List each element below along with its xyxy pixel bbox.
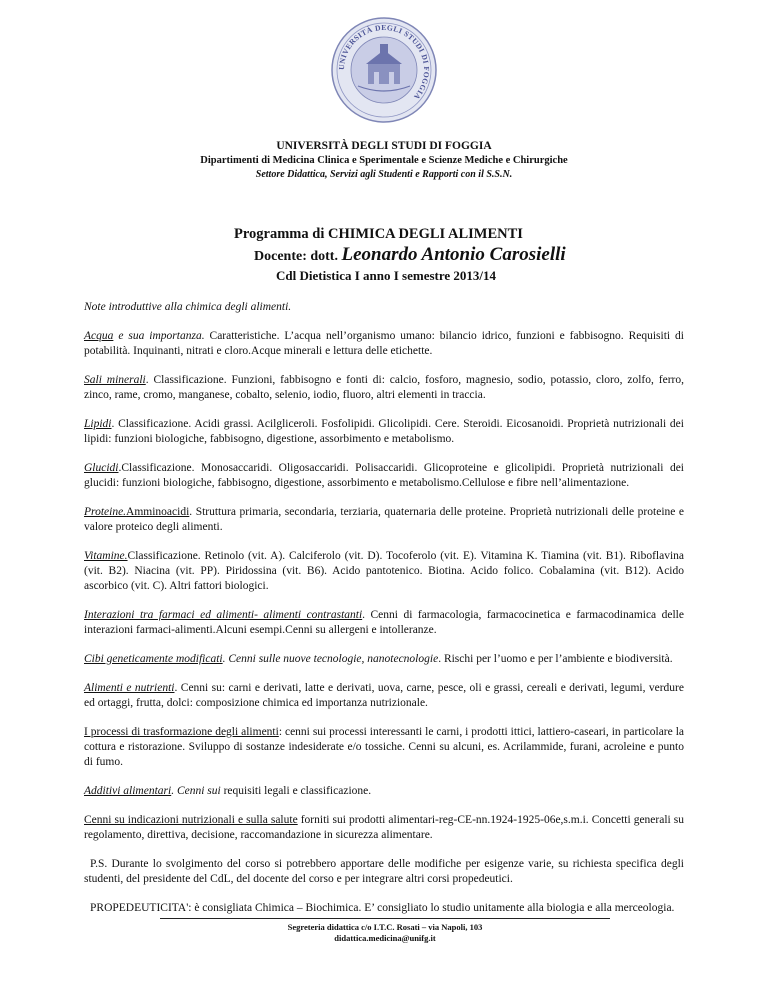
course-line: Cdl Dietistica I anno I semestre 2013/14 [276,268,497,283]
footer [160,918,610,944]
footer-address: Segreteria didattica c/o I.T.C. Rosati – via Napoli, 103 [287,922,483,932]
processi-text: : cenni sui processi interessanti le carni, i prodotti ittici, lattiero-caseari, in particolare la cottura e ristorazione. Sviluppo di sostanze indesiderate e/o tossiche. Cenni su alcuni, es. Acrilammide, furani, acroleine e punto di fumo. [84,725,684,769]
teacher-line [254,244,566,266]
indicazioni-paragraph [84,813,684,843]
office-name: Settore Didattica, Servizi agli Studenti e Rapporti con il S.S.N. [255,169,513,180]
cibi-text: . Rischi per l’uomo e per l’ambiente e biodiversità. [438,653,673,665]
alimenti-text: . Cenni su: carni e derivati, latte e derivati, uova, carne, pesce, oli e grassi, cereali e derivati, legumi, verdure ed ortaggi, frutta, dolci: composizione chimica ed importanza nutrizionale. [84,681,684,709]
interazioni-text: . Cenni di farmacologia, farmacocinetica e farmacodinamica delle interazioni farmaci-alimenti.Alcuni esempi.Cenni su allergeni e intolleranze. [84,609,684,637]
seal-text: UNIVERSITÀ DEGLI STUDI DI FOGGIA [336,22,432,102]
additivi-text: requisiti legali e classificazione. [220,785,372,797]
acqua-text: Caratteristiche. L’acqua nell’organismo umano: bilancio idrico, funzioni e fabbisogno. Requisiti di potabilità. Inquinanti, nitrati e cloro.Acque minerali e lettura delle etichette. [84,329,685,357]
indicazioni-text: forniti sui prodotti alimentari-reg-CE-nn.1924-1925-06e,s.m.i. Concetti generali su regolamento, direttiva, decisione, raccomandazione in sicurezza alimentare. [84,813,684,841]
program-title: Programma di CHIMICA DEGLI ALIMENTI [234,226,523,242]
ps-paragraph: P.S. Durante lo svolgimento del corso si potrebbero apportare delle modifiche per esigenze varie, su richiesta specifica degli studenti, del presidente del CdL, del docente del corso e per integrare altri corsi propedeutici. [84,857,684,885]
university-name: UNIVERSITÀ DEGLI STUDI DI FOGGIA [276,140,492,152]
alimenti-paragraph [84,681,684,711]
additivi-italic: . Cenni sui [171,785,221,797]
department-name: Dipartimenti di Medicina Clinica e Sperimentale e Scienze Mediche e Chirurgiche [200,155,568,166]
lipidi-text: . Classificazione. Acidi grassi. Acilgliceroli. Fosfolipidi. Glicolipidi. Cere. Steroidi. Eicosanoidi. Proprietà nutrizionali dei lipidi: funzioni biologiche, fabbisogno, digestione, assorbimento e metabolismo. [84,417,684,445]
acqua-paragraph [84,329,684,359]
acqua-heading: Acqua [84,329,114,342]
sali-heading: Sali minerali [84,373,146,386]
lipidi-paragraph [84,417,684,447]
acqua-heading-rest: e sua importanza. [113,329,205,342]
processi-heading: I processi di trasformazione degli alimenti [84,725,279,738]
teacher-prefix: Docente: dott. [254,249,342,264]
intro-paragraph: Note introduttive alla chimica degli alimenti. [84,301,292,313]
proteine-paragraph [84,505,684,535]
interazioni-paragraph [84,608,684,638]
proteine-heading-2: Amminoacidi [126,505,190,518]
interazioni-heading: Interazioni tra farmaci ed alimenti- alimenti contrastanti [84,609,363,621]
program-body [84,300,684,930]
proteine-text: . Struttura primaria, secondaria, terziaria, quaternaria delle proteine. Proprietà nutrizionali delle proteine e valore proteico degli alimenti. [84,505,684,533]
vitamine-text: Classificazione. Retinolo (vit. A). Calciferolo (vit. D). Tocoferolo (vit. E). Vitamina K. Tiamina (vit. B1). Riboflavina (vit. B2). Niacina (vit. PP). Piridossina (vit. B6). Acido pantotenico. Biotina. Acido folico. Cobalamina (vit. B12). Acido ascorbico (vit. C). Altri fattori biologici. [84,549,684,593]
vitamine-heading: Vitamine. [84,549,128,562]
alimenti-heading: Alimenti e nutrienti [84,681,175,694]
university-seal [330,16,438,124]
additivi-paragraph [84,784,684,799]
proteine-heading: Proteine. [84,505,127,518]
footer-email[interactable]: didattica.medicina@unifg.it [334,933,436,943]
cibi-paragraph [84,652,684,667]
glucidi-text: .Classificazione. Monosaccaridi. Oligosaccaridi. Polisaccaridi. Glicoproteine e glicolipidi. Proprietà nutrizionali dei glucidi: funzioni biologiche, fabbisogno, digestione, assorbimento e metabolismo.Cellulose e fibre nell’alimentazione. [84,461,684,489]
indicazioni-heading: Cenni su indicazioni nutrizionali e sulla salute [84,813,298,826]
cibi-heading: Cibi geneticamente modificati [84,653,223,665]
additivi-heading: Additivi alimentari [84,785,172,797]
glucidi-heading: Glucidi [84,461,119,474]
processi-paragraph [84,725,684,771]
sali-text: . Classificazione. Funzioni, fabbisogno e fonti di: calcio, fosforo, magnesio, sodio, potassio, cloro, zolfo, ferro, zinco, rame, cromo, manganese, cobalto, selenio, iodio, fluoro, altri elementi in traccia. [84,373,684,401]
lipidi-heading: Lipidi [84,417,112,430]
glucidi-paragraph [84,461,684,491]
teacher-name: Leonardo Antonio Carosielli [341,244,566,265]
vitamine-paragraph [84,549,684,595]
propedeuticita-paragraph: PROPEDEUTICITA': è consigliata Chimica – Biochimica. E’ consigliato lo studio unitamente alla biologia e alla merceologia. [90,901,675,914]
sali-paragraph [84,373,684,403]
cibi-italic: . Cenni sulle nuove tecnologie, nanotecnologie [222,653,439,665]
